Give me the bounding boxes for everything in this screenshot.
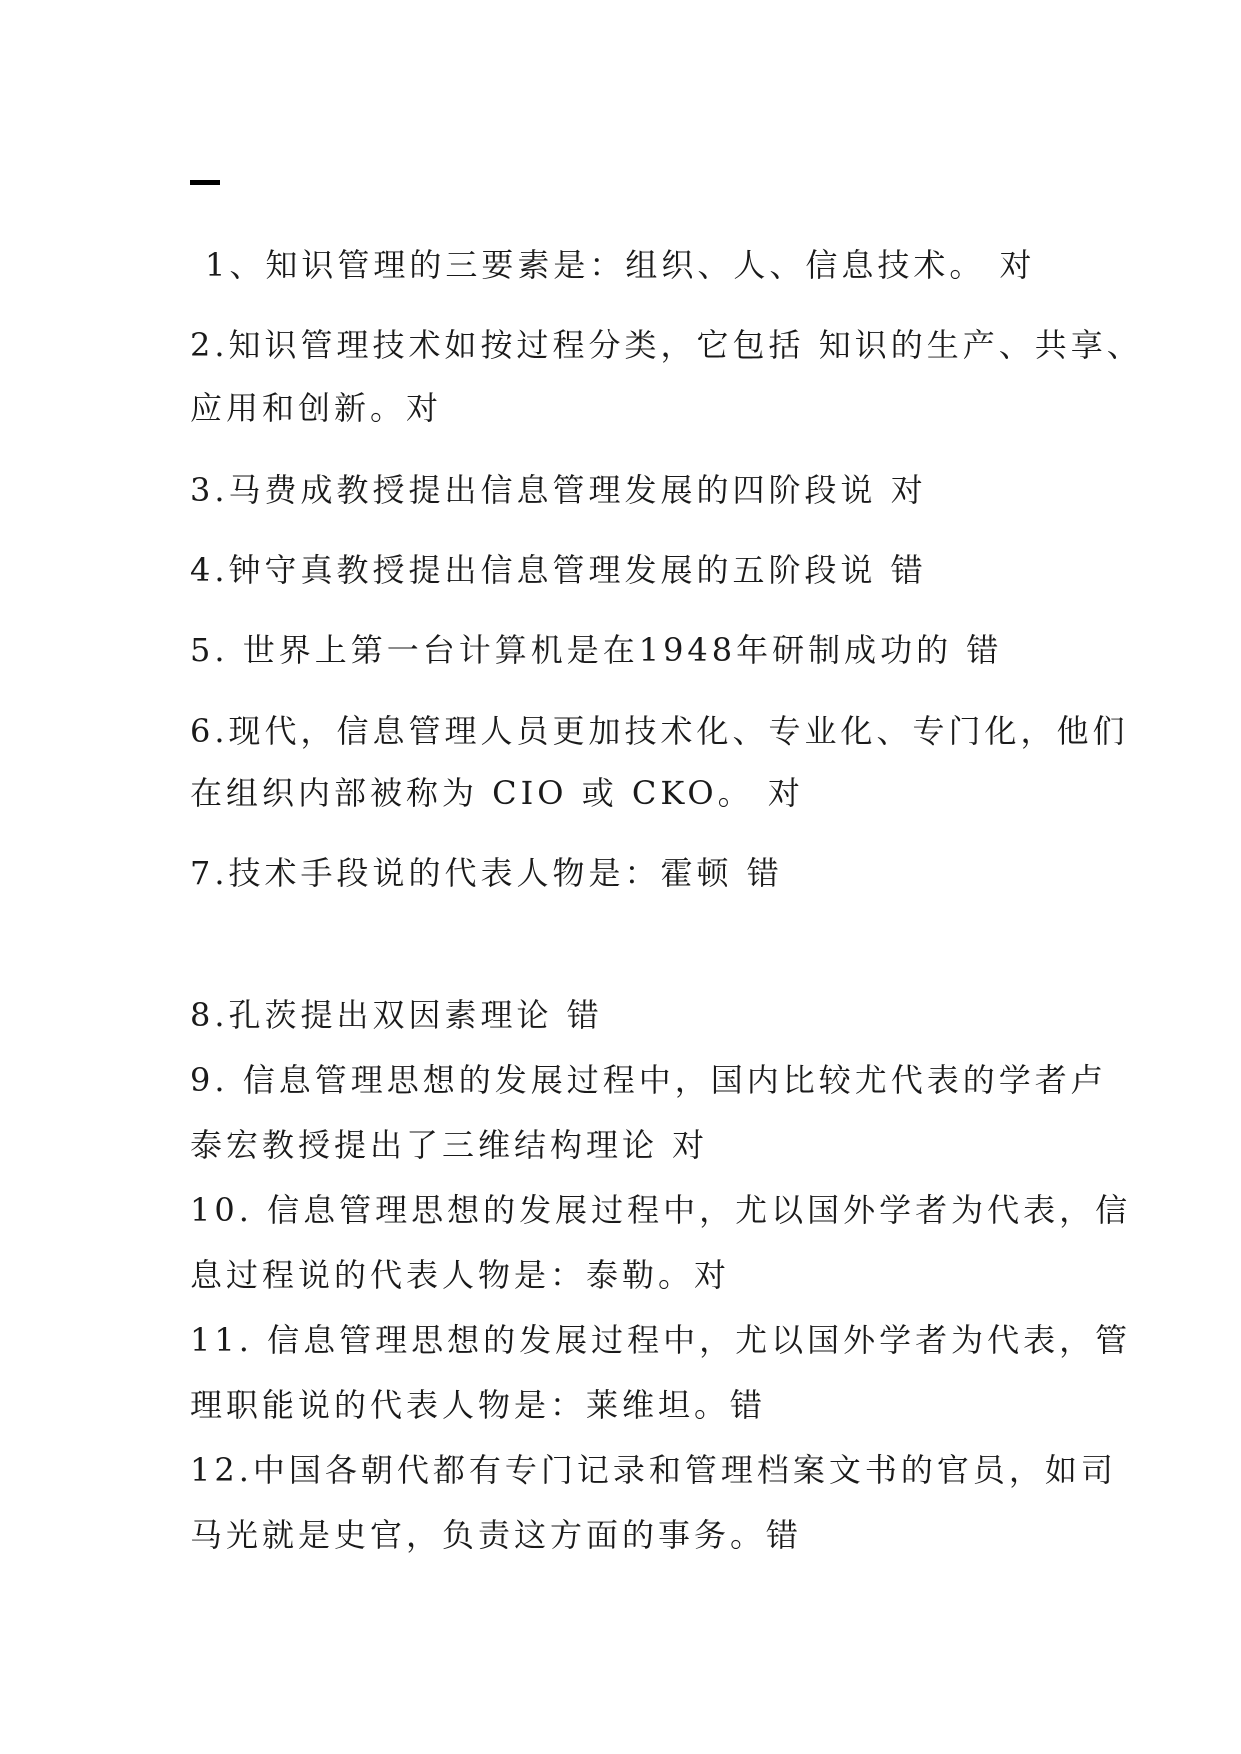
question-3: 3.马费成教授提出信息管理发展的四阶段说 对 [190,471,927,509]
question-2-line-1: 2.知识管理技术如按过程分类，它包括 知识的生产、共享、 [190,326,1143,364]
question-9-line-2: 泰宏教授提出了三维结构理论 对 [190,1126,709,1164]
question-6-line-2: 在组织内部被称为 CIO 或 CKO。 对 [190,774,804,812]
question-10-line-1: 10. 信息管理思想的发展过程中，尤以国外学者为代表，信 [190,1191,1132,1229]
question-11-line-1: 11. 信息管理思想的发展过程中，尤以国外学者为代表，管 [190,1321,1132,1359]
question-4: 4.钟守真教授提出信息管理发展的五阶段说 错 [190,551,927,589]
question-5: 5. 世界上第一台计算机是在1948年研制成功的 错 [190,631,1003,669]
question-10-line-2: 息过程说的代表人物是：泰勒。对 [190,1256,731,1294]
question-2-line-2: 应用和创新。对 [190,389,443,427]
question-7: 7.技术手段说的代表人物是：霍顿 错 [190,854,783,892]
question-9-line-1: 9. 信息管理思想的发展过程中，国内比较尤代表的学者卢 [190,1061,1107,1099]
question-1: 1、知识管理的三要素是：组织、人、信息技术。 对 [205,246,1036,284]
question-6-line-1: 6.现代，信息管理人员更加技术化、专业化、专门化，他们 [190,712,1129,750]
question-8: 8.孔茨提出双因素理论 错 [190,996,603,1034]
question-12-line-2: 马光就是史官，负责这方面的事务。错 [190,1516,803,1554]
heading-dash [190,180,220,185]
question-11-line-2: 理职能说的代表人物是：莱维坦。错 [190,1386,767,1424]
question-12-line-1: 12.中国各朝代都有专门记录和管理档案文书的官员，如司 [190,1451,1117,1489]
